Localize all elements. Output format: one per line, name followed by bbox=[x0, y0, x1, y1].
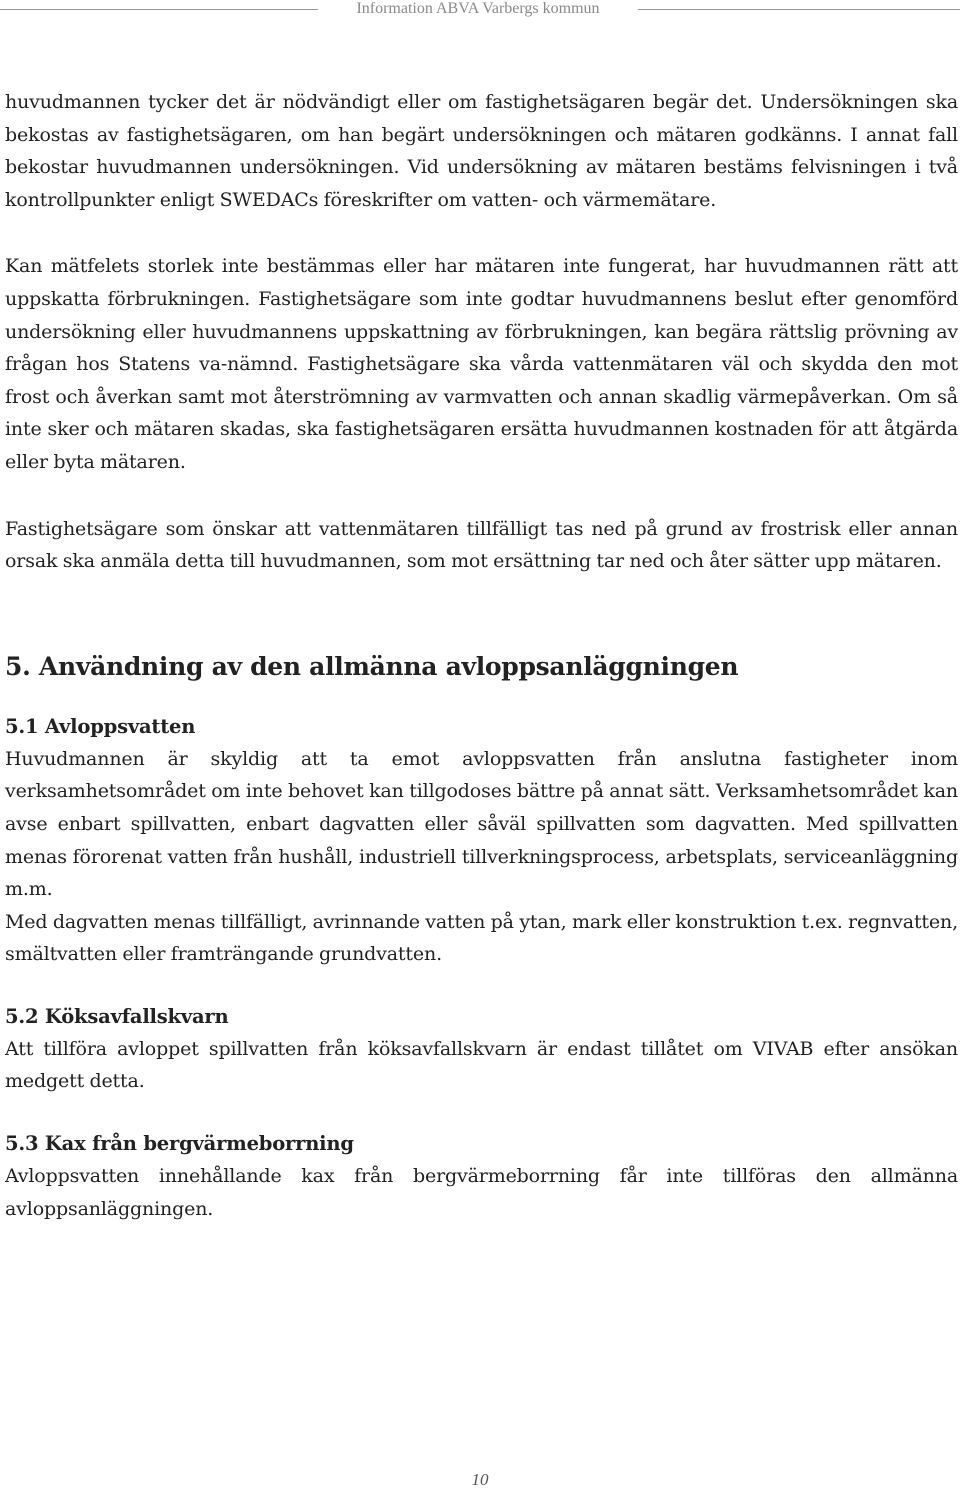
paragraph-meter-error: Kan mätfelets storlek inte bestämmas eller har mätaren inte fungerat, har huvudmannen rätt att uppskatta förbrukningen. Fastighetsägare som inte godtar huvudmannens beslut efter genomförd undersökning eller huvudmannens uppskattning av förbrukningen, kan begära rättslig prövning av frågan hos Statens va-nämnd. Fastighetsägare ska vårda vattenmätaren väl och skydda den mot frost och åverkan samt mot återströmning av varmvatten och annan skadlig värmepåverkan. Om så inte sker och mätaren skadas, ska fastighetsägaren ersätta huvudmannen kostnaden för att åtgärda eller byta mätaren. bbox=[5, 255, 958, 473]
section-heading-5: 5. Användning av den allmänna avloppsanläggningen bbox=[5, 651, 739, 681]
paragraph-meter-inspection: huvudmannen tycker det är nödvändigt eller om fastighetsägaren begär det. Undersökningen ska bekostas av fastighetsägaren, om han begärt undersökningen och mätaren godkänns. I annat fall bekostar huvudmannen undersökningen. Vid undersökning av mätaren bestäms felvisningen i två kontrollpunkter enligt SWEDACs föreskrifter om vatten- och värmemätare. bbox=[5, 91, 958, 211]
header-rule-right bbox=[638, 9, 960, 10]
subsection-heading-5-2: 5.2 Köksavfallskvarn bbox=[5, 1004, 229, 1028]
paragraph-meter-removal: Fastighetsägare som önskar att vattenmätaren tillfälligt tas ned på grund av frostrisk eller annan orsak ska anmäla detta till huvudmannen, som mot ersättning tar ned och åter sätter upp mätaren. bbox=[5, 517, 958, 573]
page-number: 10 bbox=[471, 1470, 489, 1489]
subsection-5-3 bbox=[5, 1128, 958, 1225]
subsection-5-2-body: Att tillföra avloppet spillvatten från köksavfallskvarn är endast tillåtet om VIVAB efter ansökan medgett detta. bbox=[5, 1037, 958, 1093]
document-body bbox=[5, 86, 958, 1255]
subsection-5-3-body: Avloppsvatten innehållande kax från bergvärmeborrning får inte tillföras den allmänna avloppsanläggningen. bbox=[5, 1165, 958, 1220]
subsection-5-1-body-2: Med dagvatten menas tillfälligt, avrinnande vatten på ytan, mark eller konstruktion t.ex. regnvatten, smältvatten eller framträngande grundvatten. bbox=[5, 910, 958, 966]
header-title: Information ABVA Varbergs kommun bbox=[356, 0, 600, 17]
subsection-heading-5-3: 5.3 Kax från bergvärmeborrning bbox=[5, 1132, 354, 1156]
subsection-5-1-body: Huvudmannen är skyldig att ta emot avloppsvatten från anslutna fastigheter inom verksamhetsområdet om inte behovet kan tillgodoses bättre på annat sätt. Verksamhetsområdet kan avse enbart spillvatten, enbart dagvatten eller såväl spillvatten som dagvatten. Med spillvatten menas förorenat vatten från hushåll, industriell tillverkningsprocess, arbetsplats, serviceanläggning m.m. bbox=[5, 747, 958, 901]
subsection-heading-5-1: 5.1 Avloppsvatten bbox=[5, 714, 196, 738]
subsection-5-1 bbox=[5, 711, 958, 971]
page-header bbox=[0, 0, 960, 20]
subsection-5-2 bbox=[5, 1001, 958, 1098]
header-rule-left bbox=[0, 9, 318, 10]
